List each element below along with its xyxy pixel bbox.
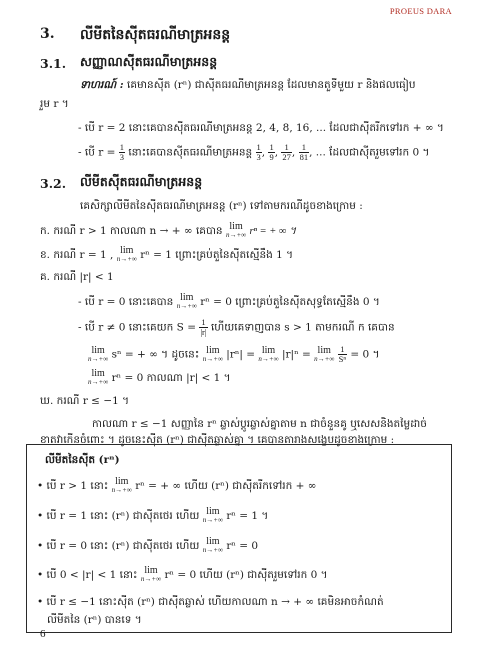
section-intro: គេសិក្សាលីមីតនៃស៊ីតធរណីមាត្រអនន្ត (rⁿ) ទៅតាមករណីដូចខាងក្រោម : (80, 200, 363, 212)
definition-continuation: រួម r ។ (40, 98, 69, 110)
sequence-term: $\frac{1}{3}$ (256, 142, 261, 162)
limit-symbol: lim n→+∞ (116, 245, 137, 263)
summary-r-le-minus-one-cont: លីមីតនៃ (rⁿ) បានទេ ។ (47, 614, 142, 626)
case-b: ខ. ករណី r = 1 , lim n→+∞ rⁿ = 1 ព្រោះគ្រប់តួនៃស៊ីតស្មើនឹង 1 ។ (40, 245, 294, 263)
case-c-r-zero: - បើ r = 0 នោះគេបាន lim n→+∞ rⁿ = 0 ព្រោះគ្រប់តួនៃស៊ីតសុទ្ធតែស្មើនឹង 0 ។ (78, 292, 380, 310)
section-title: លីមីតនៃស៊ីតធរណីមាត្រអនន្ត (80, 27, 231, 43)
section-number: 3. (40, 26, 55, 42)
fraction-one-over-s-n: $\frac{1}{\text{Sⁿ}}$ (338, 344, 347, 364)
case-c: គ. ករណី |r| < 1 (40, 271, 114, 283)
case-c-conclusion: lim n→+∞ rⁿ = 0 កាលណា |r| < 1 ។ (88, 368, 231, 386)
fraction-one-third: $\frac{1}{3}$ (119, 142, 124, 162)
summary-r-le-minus-one: • បើ r ≤ −1 នោះស៊ីត (rⁿ) ជាស៊ីតឆ្លាស់ ហើយកាលណា n → + ∞ គេមិនអាចកំណត់ (37, 596, 384, 608)
limit-symbol: lim n→+∞ (258, 344, 279, 363)
subsection-3-2-number: 3.2. (40, 176, 67, 191)
summary-abs-r-less-one: • បើ 0 < |r| < 1 នោះ lim n→+∞ rⁿ = 0 ហើយ (rⁿ) ជាស៊ីតរួមទៅរក 0 ។ (37, 565, 328, 583)
limit-symbol: lim n→+∞ (111, 476, 132, 494)
summary-box (26, 444, 452, 633)
definition-text: គេមានស៊ីត (rⁿ) ជាស៊ីតធរណីមាត្រអនន្ត ដែលមានតួទីមួយ r និងផលធៀប (127, 79, 416, 91)
case-d: ឃ. ករណី r ≤ −1 ។ (40, 395, 130, 407)
case-d-paragraph-1: កាលណា r ≤ −1 សញ្ញានៃ rⁿ ឆ្លាស់ប្តូរឆ្លាស់គ្នាតាម n ជាចំនួនគូ ឬសេសនិងតម្លៃដាច់ (92, 418, 427, 430)
case-d-paragraph-2: ខាតវាកើនចំពោះ ។ ដូចនេះស៊ីត (rⁿ) ជាស៊ីតឆ្លាស់គ្នា ។ គេបានតារាងសង្ខេបដូចខាងក្រោម : (40, 434, 395, 446)
case-c-r-nonzero: - បើ r ≠ 0 នោះគេយក S = $\frac{1}{|r|}$ ហើយគេទាញបាន s > 1 តាមករណី ក គេបាន (78, 317, 395, 337)
summary-title: លីមីតនៃស៊ីត (rⁿ) (45, 454, 120, 466)
subsection-3-2-title: លីមីតស៊ីតធរណីមាត្រអនន្ត (80, 174, 203, 189)
author-header: PROEUS DARA (389, 6, 452, 16)
case-c-limits: lim n→+∞ sⁿ = + ∞ ។ ដូចនេះ lim n→+∞ |rⁿ| = lim n→+∞ |r|ⁿ = lim n→+∞ $\frac{1}{\text{Sⁿ}}$ = 0 ។ (88, 344, 380, 364)
limit-symbol: lim n→+∞ (202, 506, 223, 524)
limit-symbol: lim n→+∞ (88, 344, 109, 363)
summary-r-zero: • បើ r = 0 នោះ (rⁿ) ជាស៊ីតថេរ ហើយ lim n→+∞ rⁿ = 0 (37, 536, 259, 554)
sequence-term: $\frac{1}{27}$ (282, 142, 291, 162)
sequence-term: $\frac{1}{9}$ (269, 142, 274, 162)
subsection-3-1-number: 3.1. (40, 56, 67, 71)
definition-label: ទាហរណ៍ : (80, 79, 124, 91)
limit-symbol: lim n→+∞ (225, 221, 247, 239)
summary-r-one: • បើ r = 1 នោះ (rⁿ) ជាស៊ីតថេរ ហើយ lim n→+∞ rⁿ = 1 ។ (37, 506, 269, 524)
limit-symbol: lim n→+∞ (176, 292, 197, 310)
summary-r-greater-one: • បើ r > 1 នោះ lim n→+∞ rⁿ = + ∞ ហើយ (rⁿ) ជាស៊ីតរីកទៅរក + ∞ (37, 476, 317, 494)
page-number: 6 (40, 628, 46, 640)
sequence-term: $\frac{1}{81}$ (299, 142, 309, 162)
limit-symbol: lim n→+∞ (202, 536, 223, 554)
limit-symbol: lim n→+∞ (88, 368, 109, 386)
limit-symbol: lim n→+∞ (314, 344, 335, 363)
subsection-3-1-title: សញ្ញាណស៊ីតធរណីមាត្រអនន្ត (80, 54, 218, 69)
case-a: ក. ករណី r > 1 កាលណា n → + ∞ គេបាន lim n→+∞ rⁿ = + ∞ ។ (40, 221, 296, 239)
example-r-third: - បើ r = $\frac{1}{3}$ នោះគេបានស៊ីតធរណីមាត្រអនន្ត $\frac{1}{3}$ , $\frac{1}{9}$ , $\frac{1}{27}$ , $\frac{1}{81}$ , ... ដែលជាស៊ីតរួមទៅរក 0 ។ (78, 142, 430, 162)
limit-symbol: lim n→+∞ (140, 565, 162, 583)
fraction-one-over-abs-r: $\frac{1}{|r|}$ (200, 317, 207, 337)
limit-symbol: lim n→+∞ (202, 344, 223, 363)
example-r-2: - បើ r = 2 នោះគេបានស៊ីតធរណីមាត្រអនន្ត 2, 4, 8, 16, ... ដែលជាស៊ីតរីកទៅរក + ∞ ។ (78, 122, 444, 134)
